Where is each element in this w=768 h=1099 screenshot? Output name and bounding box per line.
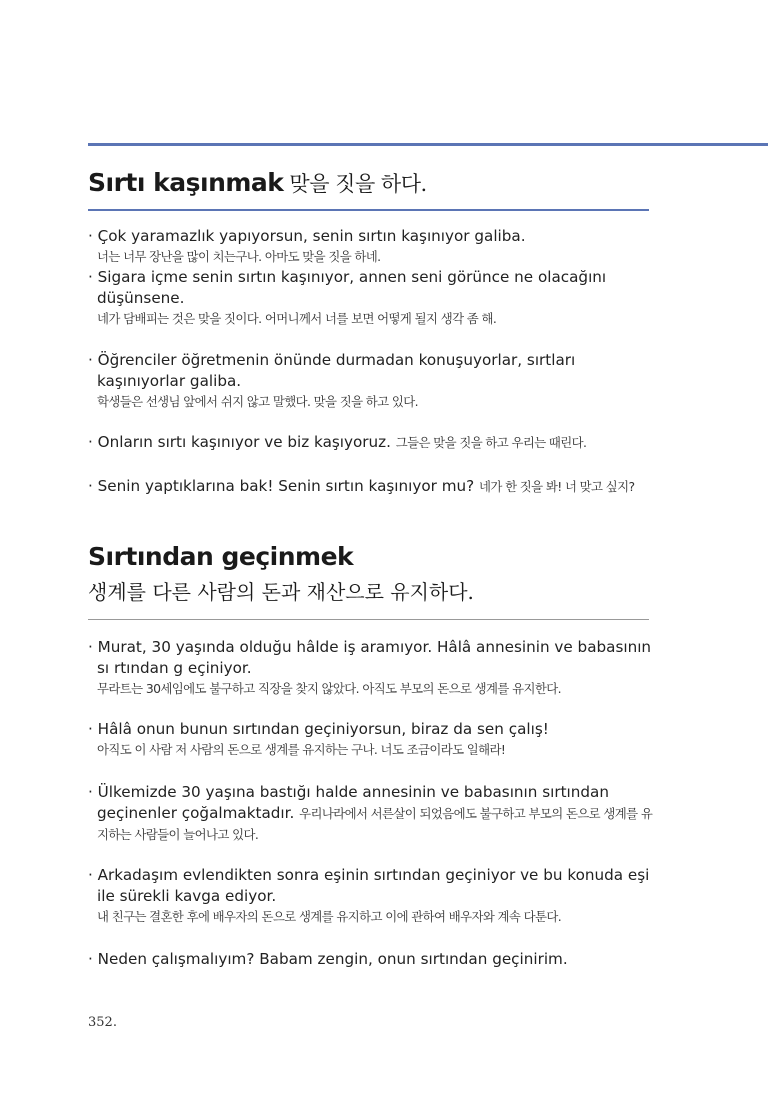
example-item: · Ülkemizde 30 yaşına bastığı halde annesinin ve babasının sırtından geçinenler çoğalmaktadır. 우리나라에서 서른살이 되었음에도 불구하고 부모의 돈으로 생계를 유지하는 사람들이 늘어나고 있다. — [88, 783, 653, 842]
example-tr: Senin yaptıklarına bak! Senin sırtın kaşınıyor mu? — [97, 477, 475, 495]
example-item: · Senin yaptıklarına bak! Senin sırtın kaşınıyor mu? 네가 한 짓을 봐! 너 맞고 싶지? — [88, 477, 635, 495]
page-number: 352. — [88, 1015, 117, 1030]
example-ko: 네가 담배피는 것은 맞을 짓이다. 어머니께서 너를 보면 어떻게 될지 생각 좀 해. — [97, 311, 497, 326]
section-1-divider — [88, 209, 649, 211]
example-item: · Arkadaşım evlendikten sonra eşinin sırtından geçiniyor ve bu konuda eşi ile sürekli kavga ediyor. 내 친구는 결혼한 후에 배우자의 돈으로 생계를 유지하고 이에 관하여 배우자와 계속 다툰다. — [88, 865, 658, 926]
example-item: · Neden çalışmalıyım? Babam zengin, onun sırtından geçinirim. — [88, 950, 568, 968]
example-item: · Murat, 30 yaşında olduğu hâlde iş aramıyor. Hâlâ annesinin ve babasının sı rtından g eçiniyor. 무라트는 30세임에도 불구하고 직장을 찾지 않았다. 아직도 부모의 돈으로 생계를 유지한다. — [88, 637, 658, 698]
example-item: · Sigara içme senin sırtın kaşınıyor, annen seni görünce ne olacağını düşünsene. 네가 담배피는 것은 맞을 짓이다. 어머니께서 너를 보면 어떻게 될지 생각 좀 해. — [88, 267, 658, 328]
example-tr: Sigara içme senin sırtın kaşınıyor, annen seni görünce ne olacağını düşünsene. — [97, 268, 607, 307]
section-2-title: Sırtından geçinmek — [88, 542, 354, 571]
example-item: · Öğrenciler öğretmenin önünde durmadan konuşuyorlar, sırtları kaşınıyorlar galiba. 학생들은 선생님 앞에서 쉬지 않고 말했다. 맞을 짓을 하고 있다. — [88, 350, 658, 411]
example-ko: 너는 너무 장난을 많이 치는구나. 아마도 맞을 짓을 하네. — [97, 249, 381, 264]
example-tr: Onların sırtı kaşınıyor ve biz kaşıyoruz. — [97, 433, 391, 451]
example-tr: Arkadaşım evlendikten sonra eşinin sırtından geçiniyor ve bu konuda eşi ile sürekli kavga ediyor. — [97, 866, 650, 905]
example-ko: 학생들은 선생님 앞에서 쉬지 않고 말했다. 맞을 짓을 하고 있다. — [97, 394, 418, 409]
example-item: · Onların sırtı kaşınıyor ve biz kaşıyoruz. 그들은 맞을 짓을 하고 우리는 때린다. — [88, 433, 587, 451]
example-tr: Ülkemizde 30 yaşına bastığı halde annesinin ve babasının sırtından geçinenler çoğalmaktadır. — [97, 783, 609, 822]
example-item: · Çok yaramazlık yapıyorsun, senin sırtın kaşınıyor galiba. 너는 너무 장난을 많이 치는구나. 아마도 맞을 짓을 하네. — [88, 226, 658, 266]
example-tr: Hâlâ onun bunun sırtından geçiniyorsun, biraz da sen çalış! — [97, 720, 549, 738]
example-item: · Hâlâ onun bunun sırtından geçiniyorsun, biraz da sen çalış! 아직도 이 사람 저 사람의 돈으로 생계를 유지하는 구나. 너도 조금이라도 일해라! — [88, 719, 658, 759]
example-ko: 그들은 맞을 짓을 하고 우리는 때린다. — [395, 435, 587, 450]
example-tr: Murat, 30 yaşında olduğu hâlde iş aramıyor. Hâlâ annesinin ve babasının sı rtından g eçiniyor. — [97, 638, 652, 677]
example-ko: 우리나라에서 서른살이 되었음에도 불구하고 부모의 돈으로 생계를 유지하는 사람들이 늘어나고 있다. — [97, 806, 653, 842]
example-ko: 아직도 이 사람 저 사람의 돈으로 생계를 유지하는 구나. 너도 조금이라도 일해라! — [97, 742, 506, 757]
top-divider — [88, 143, 768, 146]
example-tr: Neden çalışmalıyım? Babam zengin, onun sırtından geçinirim. — [97, 950, 568, 968]
example-tr: Çok yaramazlık yapıyorsun, senin sırtın kaşınıyor galiba. — [97, 227, 526, 245]
section-1-heading — [88, 168, 427, 198]
section-1-title-ko: 맞을 짓을 하다. — [289, 172, 427, 196]
section-2-divider — [88, 619, 649, 620]
example-ko: 내 친구는 결혼한 후에 배우자의 돈으로 생계를 유지하고 이에 관하여 배우자와 계속 다툰다. — [97, 909, 562, 924]
section-2-title-ko: 생계를 다른 사람의 돈과 재산으로 유지하다. — [88, 580, 474, 604]
section-1-title: Sırtı kaşınmak — [88, 168, 284, 197]
example-ko: 네가 한 짓을 봐! 너 맞고 싶지? — [479, 479, 635, 494]
example-tr: Öğrenciler öğretmenin önünde durmadan konuşuyorlar, sırtları kaşınıyorlar galiba. — [97, 351, 576, 390]
example-ko: 무라트는 30세임에도 불구하고 직장을 찾지 않았다. 아직도 부모의 돈으로 생계를 유지한다. — [97, 681, 561, 696]
